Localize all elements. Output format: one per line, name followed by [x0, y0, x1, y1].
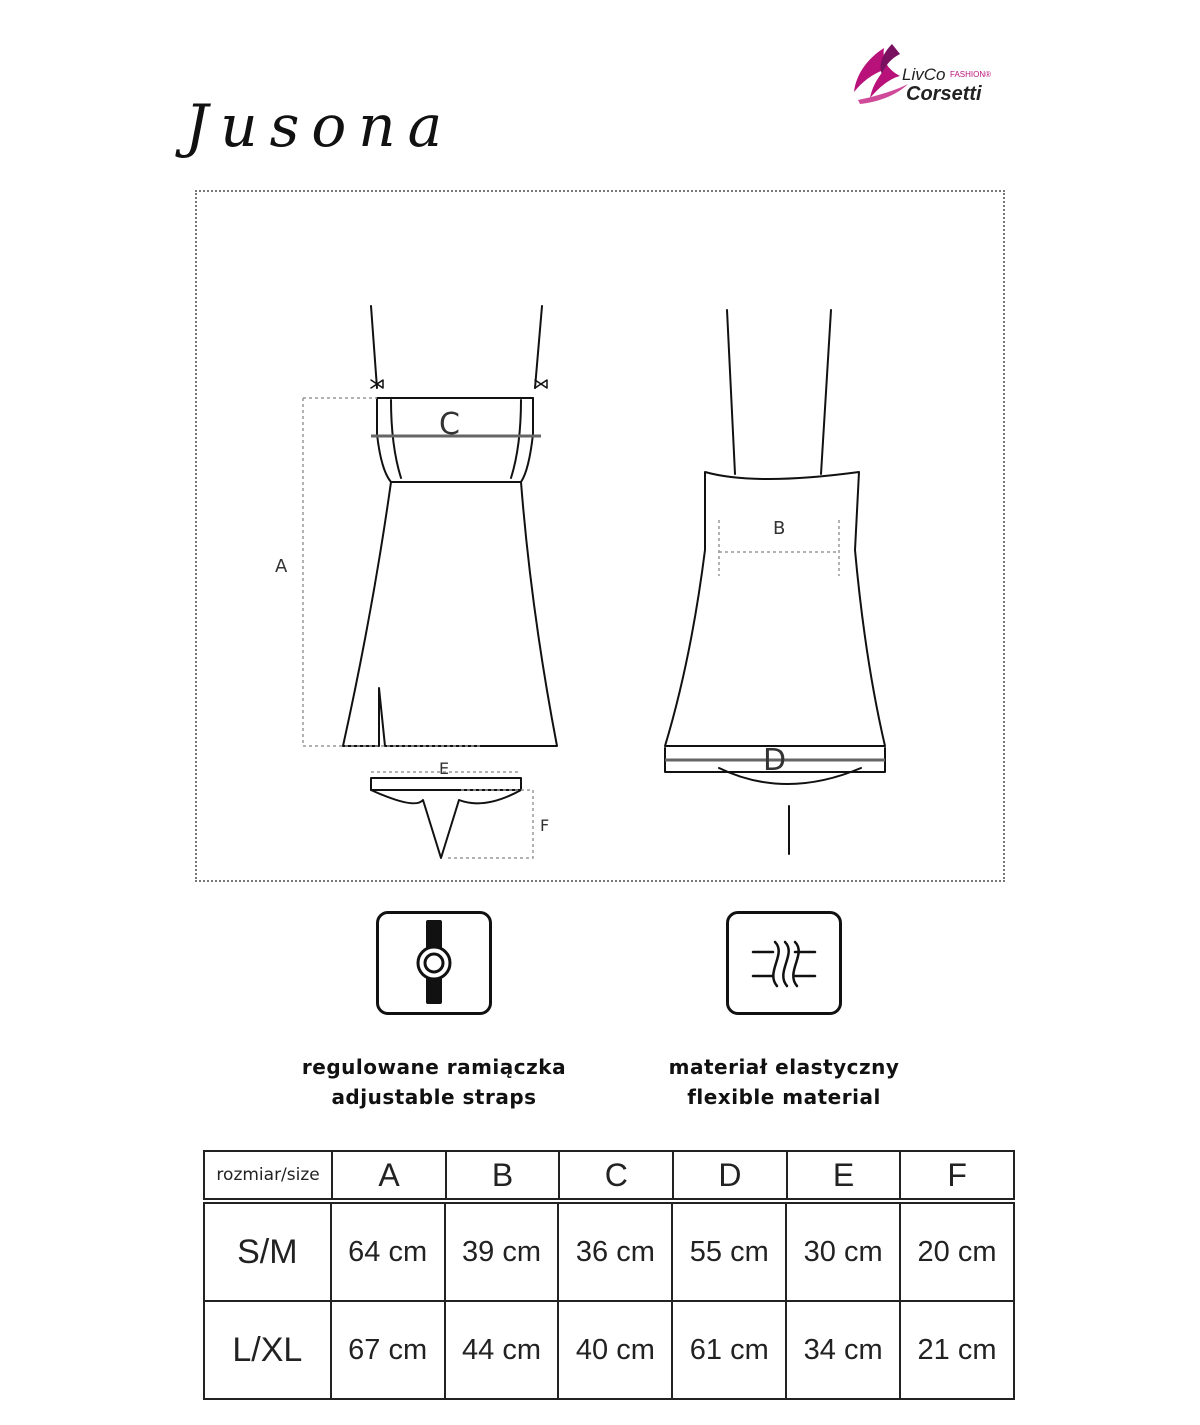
header-cell: F — [901, 1150, 1015, 1200]
size-cell: S/M — [203, 1202, 332, 1302]
value-cell: 67 cm — [332, 1302, 446, 1400]
value-cell: 64 cm — [332, 1202, 446, 1302]
header-cell: E — [788, 1150, 902, 1200]
value-cell: 44 cm — [446, 1302, 560, 1400]
size-table-body — [203, 1202, 1015, 1400]
value-cell: 36 cm — [559, 1202, 673, 1302]
feature-caption-material — [574, 1052, 994, 1112]
table-row — [203, 1302, 1015, 1400]
size-table-header — [203, 1150, 1015, 1200]
value-cell: 21 cm — [901, 1302, 1015, 1400]
elastic-material-icon — [726, 911, 842, 1015]
product-title: Jusona — [185, 92, 455, 160]
label-f: F — [540, 816, 550, 835]
header-cell: A — [333, 1150, 447, 1200]
header-cell: B — [447, 1150, 561, 1200]
garment-diagram — [195, 190, 1005, 882]
feature-caption-pl: regulowane ramiączka — [301, 1055, 567, 1079]
header-cell: C — [560, 1150, 674, 1200]
brand-logo — [848, 40, 1018, 110]
label-e: E — [439, 759, 450, 778]
value-cell: 34 cm — [787, 1302, 901, 1400]
brand-line2: FASHION® — [950, 70, 992, 79]
brand-line1: LivCo — [902, 65, 946, 84]
value-cell: 30 cm — [787, 1202, 901, 1302]
value-cell: 40 cm — [559, 1302, 673, 1400]
value-cell: 61 cm — [673, 1302, 787, 1400]
value-cell: 55 cm — [673, 1202, 787, 1302]
label-a: A — [275, 556, 288, 577]
table-row — [203, 1202, 1015, 1302]
front-chemise-drawing — [343, 306, 557, 746]
label-c: C — [439, 407, 460, 442]
adjustable-strap-icon — [376, 911, 492, 1015]
dimension-line-a — [303, 398, 483, 746]
feature-caption-en: adjustable straps — [331, 1085, 537, 1109]
label-d: D — [763, 743, 787, 778]
wing-logo-icon — [854, 44, 908, 104]
value-cell: 39 cm — [446, 1202, 560, 1302]
label-b: B — [773, 518, 786, 539]
size-cell: L/XL — [203, 1302, 332, 1400]
header-cell: rozmiar/size — [203, 1150, 333, 1200]
value-cell: 20 cm — [901, 1202, 1015, 1302]
brand-line3: Corsetti — [906, 83, 982, 105]
feature-caption-pl: materiał elastyczny — [668, 1055, 900, 1079]
feature-caption-en: flexible material — [687, 1085, 881, 1109]
header-cell: D — [674, 1150, 788, 1200]
